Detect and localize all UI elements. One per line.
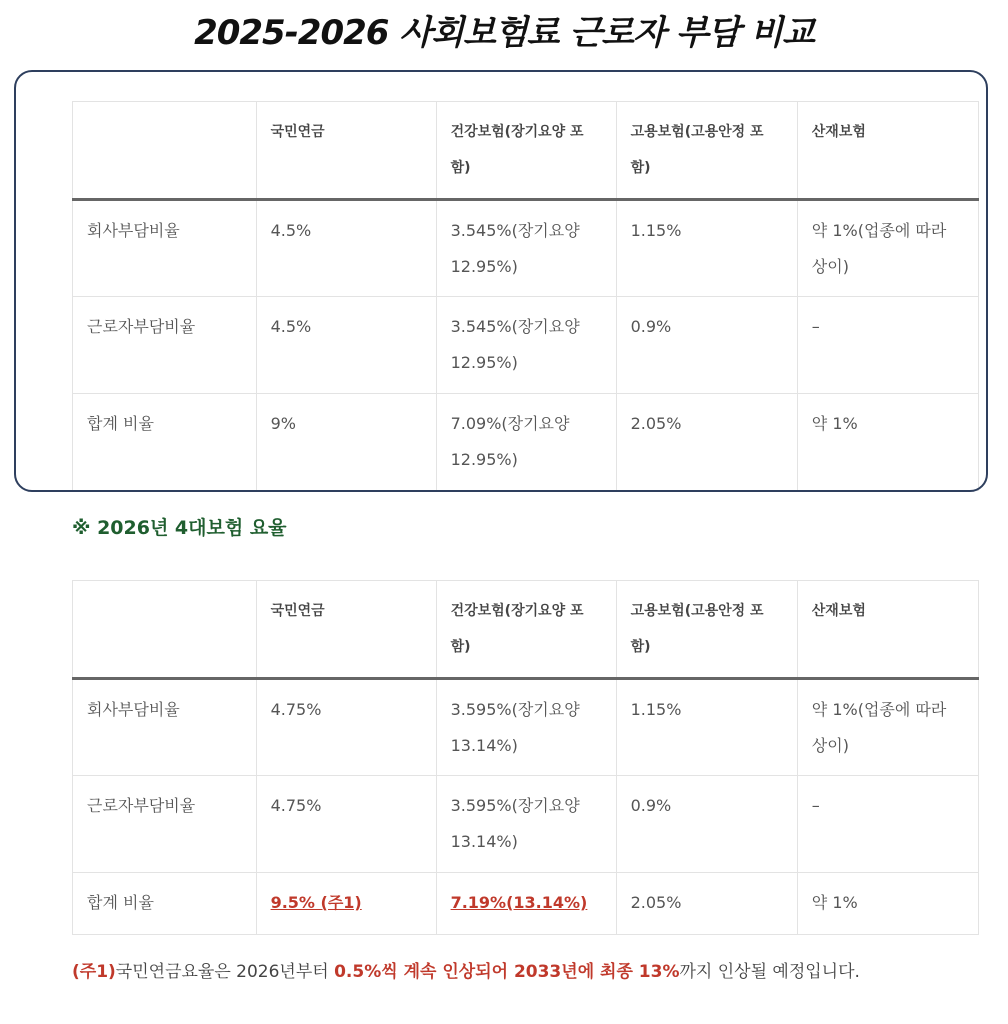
table-header-cell	[73, 102, 257, 200]
footnote	[72, 956, 860, 988]
table-row	[73, 679, 979, 776]
table-header-cell: 산재보험	[797, 581, 978, 679]
footnote-text-end: 까지 인상될 예정입니다.	[679, 962, 860, 982]
table-cell	[436, 873, 616, 935]
table-header-cell: 산재보험	[797, 102, 978, 200]
row-label: 근로자부담비율	[73, 297, 257, 394]
table-cell: 0.9%	[616, 297, 797, 394]
page-title: 2025-2026 사회보험료 근로자 부담 비교	[194, 13, 814, 53]
table-cell: 3.545%(장기요양 12.95%)	[436, 200, 616, 297]
row-label: 회사부담비율	[73, 679, 257, 776]
row-label: 합계 비율	[73, 394, 257, 491]
table-row	[73, 873, 979, 935]
table-header-cell: 고용보험(고용안정 포함)	[616, 581, 797, 679]
rate-table-2026	[72, 580, 979, 935]
table-header-row	[73, 102, 979, 200]
table-cell: 1.15%	[616, 200, 797, 297]
table-cell: 2.05%	[616, 873, 797, 935]
health-total-highlight: 7.19%(13.14%)	[450, 893, 588, 912]
table-row	[73, 200, 979, 297]
table-cell: 2.05%	[616, 394, 797, 491]
table-cell: 3.595%(장기요양 13.14%)	[436, 776, 616, 873]
table-row	[73, 297, 979, 394]
footnote-text: 국민연금요율은 2026년부터	[115, 962, 335, 982]
table-header-cell: 고용보험(고용안정 포함)	[616, 102, 797, 200]
table-cell: 약 1%(업종에 따라 상이)	[797, 200, 978, 297]
table-header-cell: 국민연금	[256, 102, 436, 200]
table-cell: 3.545%(장기요양 12.95%)	[436, 297, 616, 394]
row-label: 합계 비율	[73, 873, 257, 935]
table-cell: 3.595%(장기요양 13.14%)	[436, 679, 616, 776]
table-row	[73, 776, 979, 873]
table-header-cell	[73, 581, 257, 679]
table-cell: 약 1%	[797, 394, 978, 491]
table-cell: –	[797, 297, 978, 394]
table-cell: 4.75%	[256, 776, 436, 873]
table-cell: 약 1%	[797, 873, 978, 935]
table-cell: 9%	[256, 394, 436, 491]
row-label: 회사부담비율	[73, 200, 257, 297]
table-header-row	[73, 581, 979, 679]
rate-table-2025	[72, 101, 979, 491]
table-row	[73, 394, 979, 491]
table-cell: 4.75%	[256, 679, 436, 776]
table-cell: 1.15%	[616, 679, 797, 776]
footnote-marker: (주1)	[72, 962, 116, 982]
row-label: 근로자부담비율	[73, 776, 257, 873]
table-cell: –	[797, 776, 978, 873]
table-cell: 0.9%	[616, 776, 797, 873]
table-cell: 4.5%	[256, 200, 436, 297]
section-heading-2026: ※ 2026년 4대보험 요율	[72, 517, 287, 539]
table-header-cell: 국민연금	[256, 581, 436, 679]
table-cell: 4.5%	[256, 297, 436, 394]
footnote-emphasis: 0.5%씩 계속 인상되어 2033년에 최종 13%	[334, 962, 680, 982]
table-cell	[256, 873, 436, 935]
pension-total-highlight: 9.5% (주1)	[270, 893, 362, 912]
table-cell: 약 1%(업종에 따라 상이)	[797, 679, 978, 776]
table-header-cell: 건강보험(장기요양 포함)	[436, 102, 616, 200]
table-header-cell: 건강보험(장기요양 포함)	[436, 581, 616, 679]
table-cell: 7.09%(장기요양 12.95%)	[436, 394, 616, 491]
